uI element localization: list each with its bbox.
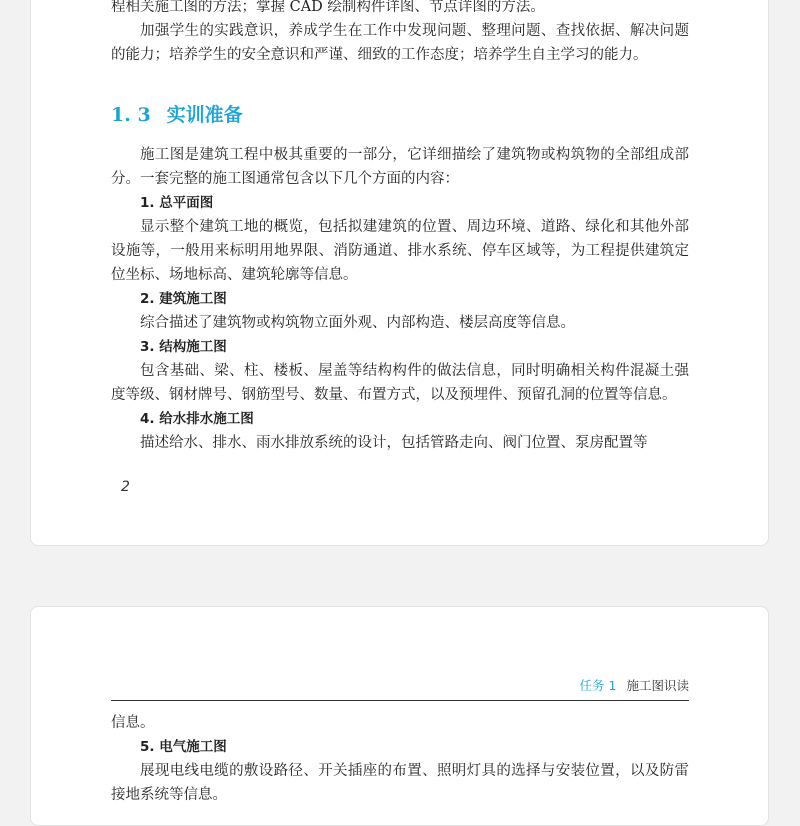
section-heading [111,101,689,129]
document-page-1 [30,0,769,546]
item-text: 描述给水、排水、雨水排放系统的设计，包括管路走向、阀门位置、泵房配置等 [140,435,648,451]
page-content [111,711,689,807]
page-content [111,0,689,455]
item-heading: 1. 总平面图 [140,195,214,211]
intro-paragraph: 加强学生的实践意识，养成学生在工作中发现问题、整理问题、查找依据、解决问题的能力；培养学生的安全意识和严谨、细致的工作态度；培养学生自主学习的能力。 [111,23,689,63]
running-header [111,673,689,701]
item-text: 包含基础、梁、柱、楼板、屋盖等结构构件的做法信息，同时明确相关构件混凝土强度等级、钢材牌号、钢筋型号、数量、布置方式，以及预埋件、预留孔洞的位置等信息。 [111,363,689,403]
item-heading: 2. 建筑施工图 [140,291,227,307]
item-text: 综合描述了建筑物或构筑物立面外观、内部构造、楼层高度等信息。 [140,315,575,331]
intro-line: 程相关施工图的方法；掌握 CAD 绘制构件详图、节点详图的方法。 [111,0,545,15]
item-heading: 4. 给水排水施工图 [140,411,254,427]
document-page-2 [30,606,769,826]
header-title: 施工图识读 [626,678,689,693]
section-intro: 施工图是建筑工程中极其重要的一部分，它详细描绘了建筑物或构筑物的全部组成部分。一套完整的施工图通常包含以下几个方面的内容： [111,147,689,187]
page-number: 2 [121,479,130,495]
item-text: 展现电线电缆的敷设路径、开关插座的布置、照明灯具的选择与安装位置，以及防雷接地系统等信息。 [111,763,689,803]
section-title: 实训准备 [166,104,243,126]
item-heading: 5. 电气施工图 [140,739,227,755]
continuation-text: 信息。 [111,715,155,731]
section-number: 1. 3 [111,104,151,126]
header-task: 任务 1 [579,678,617,693]
item-text: 显示整个建筑工地的概览，包括拟建建筑的位置、周边环境、道路、绿化和其他外部设施等，一般用来标明用地界限、消防通道、排水系统、停车区域等，为工程提供建筑定位坐标、场地标高、建筑轮廓等信息。 [111,219,689,283]
item-heading: 3. 结构施工图 [140,339,227,355]
